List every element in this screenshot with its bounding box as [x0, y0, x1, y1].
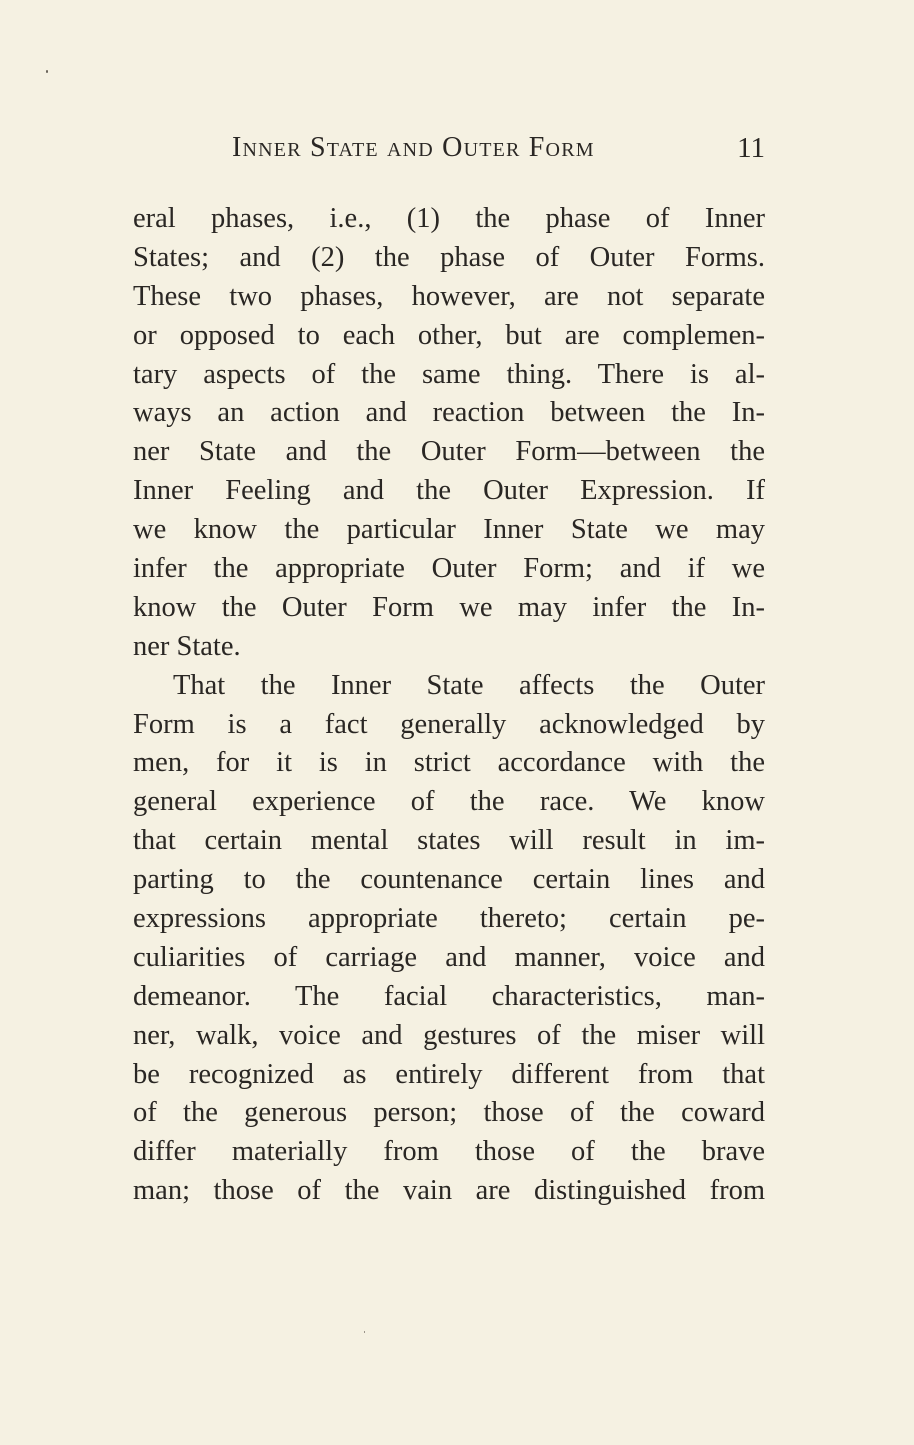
text-line: men, for it is in strict accordance with the — [133, 747, 765, 779]
text-line: or opposed to each other, but are complemen- — [133, 319, 765, 351]
paragraph-1 — [133, 200, 765, 667]
text-line: Inner Feeling and the Outer Expression. If — [133, 475, 765, 507]
text-line: ner, walk, voice and gestures of the miser will — [133, 1019, 765, 1051]
text-line: parting to the countenance certain lines and — [133, 864, 765, 896]
text-line: Form is a fact generally acknowledged by — [133, 708, 765, 740]
text-line: tary aspects of the same thing. There is al- — [133, 358, 765, 390]
paragraph-2 — [133, 667, 765, 1211]
running-title: Inner State and Outer Form — [232, 132, 595, 163]
text-line: of the generous person; those of the coward — [133, 1097, 765, 1129]
text-line: ner State. — [133, 630, 241, 662]
text-line: These two phases, however, are not separate — [133, 280, 765, 312]
body-text — [133, 200, 765, 1211]
text-line: ner State and the Outer Form—between the — [133, 436, 765, 468]
running-head — [232, 128, 765, 168]
text-line: general experience of the race. We know — [133, 786, 765, 818]
text-line: we know the particular Inner State we may — [133, 514, 765, 546]
text-line: ways an action and reaction between the In- — [133, 397, 765, 429]
text-line: infer the appropriate Outer Form; and if we — [133, 553, 765, 585]
text-line: eral phases, i.e., (1) the phase of Inner — [133, 203, 765, 234]
text-line: know the Outer Form we may infer the In- — [133, 591, 765, 623]
text-line: demeanor. The facial characteristics, man- — [133, 980, 765, 1012]
text-line: That the Inner State affects the Outer — [173, 669, 765, 701]
text-line: expressions appropriate thereto; certain pe- — [133, 903, 765, 935]
text-line: States; and (2) the phase of Outer Forms. — [133, 241, 765, 273]
text-line: that certain mental states will result in im- — [133, 825, 765, 857]
page-speck — [46, 70, 48, 73]
page-number: 11 — [737, 132, 765, 164]
text-line: be recognized as entirely different from that — [133, 1058, 765, 1090]
text-line: culiarities of carriage and manner, voice and — [133, 941, 765, 973]
page-speck — [364, 1331, 365, 1333]
text-line: differ materially from those of the brave — [133, 1136, 765, 1168]
text-line: man; those of the vain are distinguished from — [133, 1175, 765, 1207]
